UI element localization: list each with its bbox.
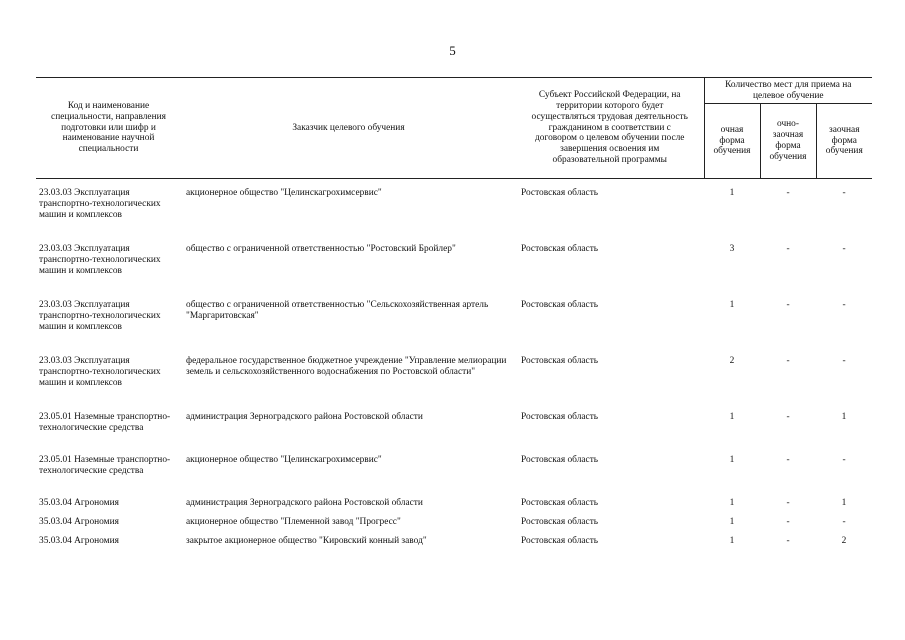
header-customer: Заказчик целевого обучения <box>181 78 516 179</box>
row-parttime: - <box>786 517 790 527</box>
row-extramural: - <box>842 455 846 465</box>
row-parttime: - <box>786 536 790 546</box>
page-number: 5 <box>449 43 456 58</box>
row-region: Ростовская область <box>521 536 599 546</box>
table-row <box>36 455 872 498</box>
table-row <box>36 244 872 300</box>
row-customer: акционерное общество "Целинскагрохимсервис" <box>186 455 382 465</box>
row-fulltime: 1 <box>729 498 735 508</box>
row-region: Ростовская область <box>521 300 599 310</box>
row-extramural: - <box>842 244 846 254</box>
row-fulltime: 3 <box>729 244 735 254</box>
row-fulltime: 1 <box>729 455 735 465</box>
row-region: Ростовская область <box>521 498 599 508</box>
header-parttime: очно-заочная форма обучения <box>760 104 816 179</box>
table-row <box>36 498 872 517</box>
row-customer: федеральное государственное бюджетное учреждение "Управление мелиорации земель и сельскохозяйственного водоснабжения по Ростовской области" <box>186 356 507 377</box>
row-code: 23.05.01 Наземные транспортно-технологические средства <box>39 412 171 433</box>
row-parttime: - <box>786 498 790 508</box>
row-code: 23.03.03 Эксплуатация транспортно-технологических машин и комплексов <box>39 244 161 276</box>
header-region: Субъект Российской Федерации, на территории которого будет осуществляться трудовая деятельность гражданином в соответствии с договором о целевом обучении после завершения освоения им образовательной программы <box>516 78 704 179</box>
row-fulltime: 1 <box>729 536 735 546</box>
row-region: Ростовская область <box>521 356 599 366</box>
row-parttime: - <box>786 244 790 254</box>
row-code: 35.03.04 Агрономия <box>39 517 119 527</box>
row-parttime: - <box>786 412 790 422</box>
row-parttime: - <box>786 300 790 310</box>
row-fulltime: 1 <box>729 300 735 310</box>
table-row <box>36 188 872 244</box>
row-extramural: - <box>842 356 846 366</box>
table-row <box>36 517 872 536</box>
header-extramural: заочная форма обучения <box>816 104 872 179</box>
header-fulltime: очная форма обучения <box>704 104 760 179</box>
row-code: 23.03.03 Эксплуатация транспортно-технологических машин и комплексов <box>39 300 161 332</box>
row-region: Ростовская область <box>521 244 599 254</box>
row-code: 35.03.04 Агрономия <box>39 536 119 546</box>
header-code: Код и наименование специальности, направления подготовки или шифр и наименование научной специальности <box>36 78 181 179</box>
row-fulltime: 1 <box>729 412 735 422</box>
header-places: Количество мест для приема на целевое обучение <box>704 78 872 104</box>
row-customer: акционерное общество "Целинскагрохимсервис" <box>186 188 382 198</box>
row-code: 23.03.03 Эксплуатация транспортно-технологических машин и комплексов <box>39 188 161 220</box>
row-extramural: 1 <box>841 498 847 508</box>
table-row <box>36 536 872 555</box>
row-parttime: - <box>786 356 790 366</box>
row-parttime: - <box>786 188 790 198</box>
row-fulltime: 1 <box>729 188 735 198</box>
row-region: Ростовская область <box>521 188 599 198</box>
table-row <box>36 300 872 356</box>
row-code: 23.05.01 Наземные транспортно-технологические средства <box>39 455 171 476</box>
table-row <box>36 356 872 412</box>
row-extramural: - <box>842 188 846 198</box>
row-code: 23.03.03 Эксплуатация транспортно-технологических машин и комплексов <box>39 356 161 388</box>
row-parttime: - <box>786 455 790 465</box>
row-extramural: 2 <box>841 536 847 546</box>
row-region: Ростовская область <box>521 412 599 422</box>
table-body <box>36 179 872 556</box>
row-customer: администрация Зерноградского района Ростовской области <box>186 412 423 422</box>
target-training-table <box>36 77 872 555</box>
row-customer: закрытое акционерное общество "Кировский конный завод" <box>186 536 427 546</box>
row-region: Ростовская область <box>521 517 599 527</box>
row-customer: акционерное общество "Племенной завод "Прогресс" <box>186 517 401 527</box>
table-header <box>36 78 872 179</box>
row-region: Ростовская область <box>521 455 599 465</box>
row-fulltime: 1 <box>729 517 735 527</box>
table-row <box>36 412 872 455</box>
row-extramural: - <box>842 517 846 527</box>
row-code: 35.03.04 Агрономия <box>39 498 119 508</box>
row-extramural: - <box>842 300 846 310</box>
row-customer: общество с ограниченной ответственностью "Ростовский Бройлер" <box>186 244 456 254</box>
row-customer: общество с ограниченной ответственностью "Сельскохозяйственная артель "Маргаритовская" <box>186 300 489 321</box>
row-extramural: 1 <box>841 412 847 422</box>
row-customer: администрация Зерноградского района Ростовской области <box>186 498 423 508</box>
row-fulltime: 2 <box>729 356 735 366</box>
